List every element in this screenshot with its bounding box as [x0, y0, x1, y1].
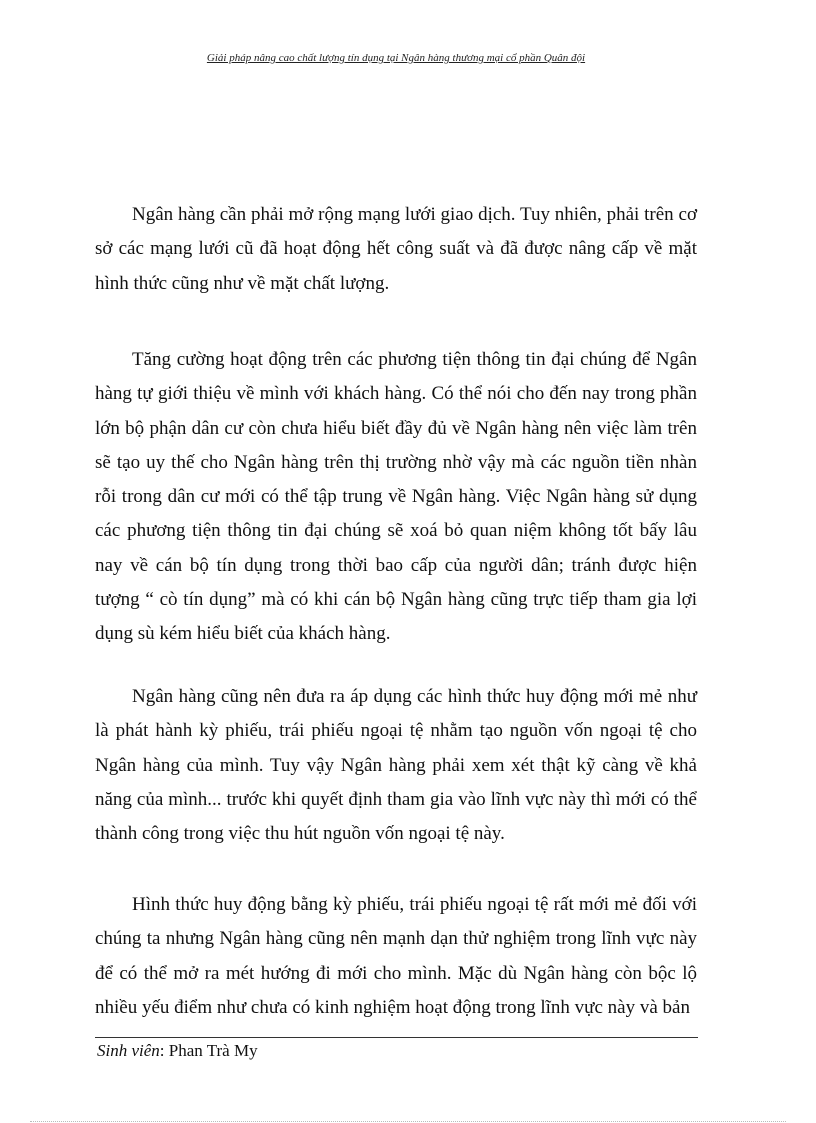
page-header: Giải pháp nâng cao chất lượng tín dụng tại Ngân hàng thương mại cổ phần Quân đội — [206, 52, 586, 64]
paragraph-4: Hình thức huy động bằng kỳ phiếu, trái phiếu ngoại tệ rất mới mẻ đối với chúng ta nhưng Ngân hàng cũng nên mạnh dạn thử nghiệm trong lĩnh vực này để có thể mở ra mét hướng đi mới cho mình. Mặc dù Ngân hàng còn bộc lộ nhiều yếu điểm như chưa có kinh nghiệm hoạt động trong lĩnh vực này và bản — [95, 894, 697, 1018]
paragraph-3: Ngân hàng cũng nên đưa ra áp dụng các hình thức huy động mới mẻ như là phát hành kỳ phiếu, trái phiếu ngoại tệ nhằm tạo nguồn vốn ngoại tệ cho Ngân hàng của mình. Tuy vậy Ngân hàng phải xem xét thật kỹ càng về khả năng của mình... trước khi quyết định tham gia vào lĩnh vực này thì mới có thể thành công trong việc thu hút nguồn vốn ngoại tệ này. — [95, 686, 697, 845]
page-footer — [97, 1041, 258, 1061]
page-bottom-edge — [30, 1121, 786, 1122]
footer-separator: : — [159, 1041, 169, 1060]
footer-author: Phan Trà My — [168, 1041, 258, 1060]
footer-divider — [95, 1037, 698, 1038]
paragraph-2: Tăng cường hoạt động trên các phương tiện thông tin đại chúng để Ngân hàng tự giới thiệu về mình với khách hàng. Có thể nói cho đến nay trong phần lớn bộ phận dân cư còn chưa hiểu biết đầy đủ về Ngân hàng nên việc làm trên sẽ tạo uy thế cho Ngân hàng trên thị trường nhờ vậy mà các nguồn tiền nhàn rỗi trong dân cư mới có thể tập trung về Ngân hàng. Việc Ngân hàng sử dụng các phương tiện thông tin đại chúng sẽ xoá bỏ quan niệm không tốt bấy lâu nay về cán bộ tín dụng trong thời bao cấp của người dân; tránh được hiện tượng “ cò tín dụng” mà có khi cán bộ Ngân hàng cũng trực tiếp tham gia lợi dụng sù kém hiểu biết của khách hàng. — [95, 349, 697, 645]
footer-label: Sinh viên — [97, 1041, 160, 1060]
paragraph-1: Ngân hàng cần phải mở rộng mạng lưới giao dịch. Tuy nhiên, phải trên cơ sở các mạng lưới cũ đã hoạt động hết công suất và đã được nâng cấp về mặt hình thức cũng như về mặt chất lượng. — [95, 204, 697, 294]
